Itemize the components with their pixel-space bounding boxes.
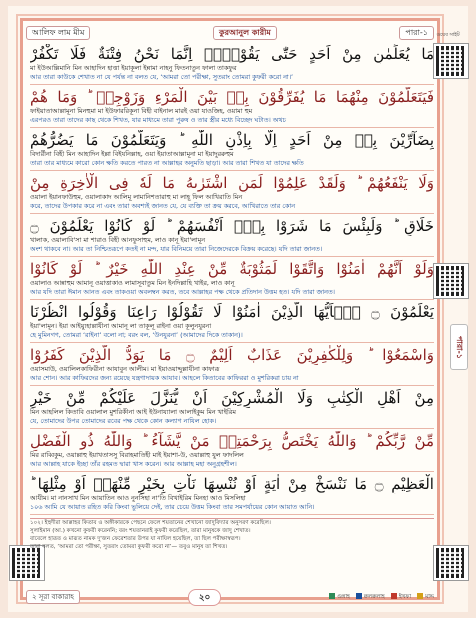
page-title: কুরআনুল কারীম xyxy=(213,26,277,40)
line-divider xyxy=(30,514,434,515)
legend-swatch xyxy=(417,593,423,599)
verse-block xyxy=(30,87,434,128)
legend-label: ক্বলক্বলাহ xyxy=(363,593,385,600)
arabic-verse-line: خَلَاقٍ ؕ وَلَبِئْسَ مَا شَرَوْا بِهٖۤ اَنْفُسَهُمْ ؕ لَوْ كَانُوْا يَعْلَمُوْنَ ۝ xyxy=(30,217,434,235)
line-divider xyxy=(30,342,434,343)
arabic-verse-line: مِنْ اَهْلِ الْكِتٰبِ وَلَا الْمُشْرِكِيْنَ اَنْ يُّنَزَّلَ عَلَيْكُمْ مِّنْ خَيْرٍ xyxy=(30,389,434,407)
legend-label: গুন্নাহ xyxy=(337,593,350,600)
tajweed-legend xyxy=(329,593,434,602)
transliteration-line: ফাইয়াতাআল্লামূনা মিনহুমা মা ইউফাররিকূনা বিহী বাইনাল মারই ওয়া যাওজিহ, ওয়ামা হুম xyxy=(30,107,253,115)
footnote-line: বাবেলে হারূত ও মারূত নামক দু'জন ফেরেশতার উপর যা নাযিল হয়েছিল, তা ছিল পরীক্ষাস্বরূপ। xyxy=(30,536,241,542)
arabic-verse-line: مِّنْ رَّبِّكُمْ ؕ وَاللّٰهُ يَخْتَصُّ بِرَحْمَتِهٖ مَنْ يَّشَآءُ ؕ وَاللّٰهُ ذُو الْفَضْلِ xyxy=(30,432,434,450)
legend-swatch xyxy=(356,593,362,599)
arabic-verse-line: وَاسْمَعُوْا ؕ وَلِلْكٰفِرِيْنَ عَذَابٌ اَلِيْمٌ ۝ مَا يَوَدُّ الَّذِيْنَ كَفَرُوْا xyxy=(30,346,434,364)
legend-item xyxy=(356,593,385,602)
arabic-verse-line: وَلَوْ اَنَّهُمْ اٰمَنُوْا وَاتَّقَوْا لَمَثُوْبَةٌ مِّنْ عِنْدِ اللّٰهِ خَيْرٌ ؕ لَوْ كَانُوْا xyxy=(30,260,434,278)
verse-block xyxy=(30,345,434,386)
surah-label: আলিফ লাম মীম xyxy=(26,26,90,40)
meaning-line: করে, তাদের উপকার করে না এবং তারা অবশ্যই জানত যে, যে ব্যক্তি তা ক্রয় করবে, আখিরাতে তার কোন xyxy=(30,202,296,210)
verse-block xyxy=(30,474,434,515)
meaning-line: যে, তোমাদের উপর তোমাদের রবের পক্ষ থেকে কোন কল্যাণ নাযিল হোক। xyxy=(30,417,217,425)
arabic-verse-line: مَا يُعَلِّمٰنِ مِنْ اَحَدٍ حَتّٰى يَقُوْلَاۤ اِنَّمَا نَحْنُ فِتْنَةٌ فَلَا تَكْفُرْ xyxy=(30,45,434,63)
transliteration-line: মির রাব্বিকুম, ওয়াল্লাহু ইয়াখতাসসু বিরাহমাতিহী মাই ইয়াশা-উ, ওয়াল্লাহু যুল ফাদলিল xyxy=(30,451,244,459)
line-divider xyxy=(30,299,434,300)
line-divider xyxy=(30,84,434,85)
legend-label: মাদ্দ xyxy=(425,593,434,600)
verse-block xyxy=(30,259,434,300)
para-label: পারা-১ xyxy=(399,26,434,40)
transliteration-line: মিন আহলিল কিতাবি ওয়ালাল মুশরিকীনা আই ইউনায্যালা আলাইকুম মিন খাইরিম xyxy=(30,408,236,416)
footnote-line: তারা বলত, ‘আমরা তো পরীক্ষা, সুতরাং তোমরা কুফরী করো না’— তবুও মানুষ তা শিখত। xyxy=(30,544,228,550)
meaning-line: আর শোন। আর কাফিরদের জন্য রয়েছে যন্ত্রণাদায়ক আযাব। আহলে কিতাবের কাফিররা ও মুশরিকরা চায় না xyxy=(30,374,299,382)
line-divider xyxy=(30,170,434,171)
arabic-verse-line: وَلَا يَنْفَعُهُمْ ؕ وَلَقَدْ عَلِمُوْا لَمَنِ اشْتَرٰىهُ مَا لَهٗ فِى الْاٰخِرَةِ مِنْ xyxy=(30,174,434,192)
transliteration-line: বিদার্রীনা বিহী মিন আহাদিন ইল্লা বিইযনিল্লাহ, ওয়া ইয়াতাআল্লামূনা মা ইয়াদুররুহুম xyxy=(30,150,234,158)
footnotes xyxy=(30,518,434,551)
arabic-verse-line: يَعْلَمُوْنَ ۝ يٰۤاَيُّهَا الَّذِيْنَ اٰمَنُوْا لَا تَقُوْلُوْا رَاعِنَا وَقُوْلُوا انْظُرْنَا xyxy=(30,303,434,321)
transliteration-line: ইয়া'লামূন। ইয়া আইয়্যুহাল্লাযীনা আমানূ লা তাকূলূ রাইনা ওয়া কূলুনযুরনা xyxy=(30,322,212,330)
para-side-tab[interactable]: পারা-১ xyxy=(450,324,468,370)
verse-block xyxy=(30,173,434,214)
verse-block xyxy=(30,216,434,257)
legend-label: ইখফা xyxy=(398,593,412,600)
verse-block xyxy=(30,388,434,429)
meaning-line: আর আল্লাহ যাকে ইচ্ছা তাঁর রহমত দ্বারা খাস করেন। আর আল্লাহ মহা অনুগ্রহশীল। xyxy=(30,460,237,468)
qr-caption: ওয়েব সাইট xyxy=(436,32,460,38)
verse-block xyxy=(30,44,434,85)
transliteration-line: খালাক, ওয়ালাবি'সা মা শারাও বিহী আনফুসাহুম, লাও কানূ ইয়া'লামূন xyxy=(30,236,206,244)
transliteration-line: আযীম। মা নানসাখ মিন আয়াতিন আও নুনসিহা না'তি বিখাইরিম মিনহা আও মিসলিহা xyxy=(30,494,246,502)
legend-item xyxy=(417,593,434,602)
legend-item xyxy=(391,593,411,602)
meaning-line: অংশ থাকবে না। আর তা নিশ্চিতরূপে কতই না মন্দ, যার বিনিময়ে তারা নিজেদেরকে বিক্রয় করেছে। যদি তারা জানত। xyxy=(30,245,323,253)
arabic-verse-line: بِضَآرِّيْنَ بِهٖ مِنْ اَحَدٍ اِلَّا بِاِذْنِ اللّٰهِ ؕ وَيَتَعَلَّمُوْنَ مَا يَضُرُّهُمْ xyxy=(30,131,434,149)
line-divider xyxy=(30,127,434,128)
qr-code-icon[interactable] xyxy=(434,44,468,78)
page-header xyxy=(26,26,434,40)
verse-block xyxy=(30,130,434,171)
meaning-line: ১০৬ আমি যে আয়াত রহিত করি কিংবা ভুলিয়ে দেই, তার চেয়ে উত্তম কিংবা তার সমপর্যায়ের কোন আয়াত আনি। xyxy=(30,503,315,511)
transliteration-line: মা ইউআল্লিমানি মিন আহাদিন হাত্তা ইয়াকূলা ইন্নামা নাহনু ফিতনাতুন ফালা তাকফুর xyxy=(30,64,237,72)
arabic-verse-line: الْعَظِيْمِ ۝ مَا نَنْسَخْ مِنْ اٰيَةٍ اَوْ نُنْسِهَا نَاْتِ بِخَيْرٍ مِّنْهَاۤ اَوْ مِثْلِهَا ؕ xyxy=(30,475,434,493)
footnote-line: সুলাইমান (আ.) কখনো কুফরী করেননি; বরং শয়তানরাই কুফরী করেছিল, তারা মানুষকে জাদু শেখাত। xyxy=(30,528,251,534)
legend-item xyxy=(329,593,350,602)
legend-swatch xyxy=(329,593,335,599)
line-divider xyxy=(30,471,434,472)
meaning-line: এরপরও তারা তাদের কাছ থেকে শিখত, যার মাধ্যমে তারা পুরুষ ও তার স্ত্রীর মধ্যে বিচ্ছেদ ঘটাত। অথচ xyxy=(30,116,286,124)
page-footer xyxy=(26,589,434,605)
footnote-line: ১০২। ইহুদীরা আল্লাহর কিতাব ও অঙ্গীকারকে পেছনে ফেলে শয়তানের শেখানো জাদুবিদ্যার অনুসরণ করেছিল। xyxy=(30,520,271,526)
arabic-verse-line: فَيَتَعَلَّمُوْنَ مِنْهُمَا مَا يُفَرِّقُوْنَ بِهٖ بَيْنَ الْمَرْءِ وَزَوْجِهٖ ؕ وَمَا هُمْ xyxy=(30,88,434,106)
meaning-line: হে মুমিনগণ, তোমরা ‘রাইনা’ বলো না; বরং বল, ‘উনযুরনা’ (আমাদের দিকে তাকান)। xyxy=(30,331,243,339)
legend-swatch xyxy=(391,593,397,599)
meaning-line: আর তারা কাউকে শেখাত না যে পর্যন্ত না বলত যে, ‘আমরা তো পরীক্ষা, সুতরাং তোমরা কুফরী করো না।’ xyxy=(30,73,294,81)
qr-code-icon[interactable] xyxy=(434,264,468,298)
meaning-line: আর যদি তারা ঈমান আনত এবং তাকওয়া অবলম্বন করত, তবে আল্লাহর পক্ষ থেকে প্রতিদান উত্তম হত। যদি তারা জানত। xyxy=(30,288,335,296)
line-divider xyxy=(30,428,434,429)
line-divider xyxy=(30,385,434,386)
verse-block xyxy=(30,431,434,472)
line-divider xyxy=(30,256,434,257)
surah-name: ২ সূরা বাকারাহ xyxy=(26,590,80,604)
qr-code-icon[interactable] xyxy=(10,546,44,580)
page-number: ২০ xyxy=(188,589,222,606)
transliteration-line: ওয়ালা ইয়ানফাউহুম, ওয়ালাকাদ আলিমূ লামানিশতারাহু মা লাহূ ফিল আখিরাতি মিন xyxy=(30,193,243,201)
verse-block xyxy=(30,302,434,343)
line-divider xyxy=(30,213,434,214)
transliteration-line: ওয়ালাও আন্নাহুম আমানূ ওয়াত্তাকাও লামাসূবাতুম মিন ইনদিল্লাহি খাইর, লাও কানূ xyxy=(30,279,235,287)
transliteration-line: ওয়াসমাউ, ওয়ালিলকাফিরীনা আযাবুন আলীম। মা ইয়াওয়াদ্দুল্লাযীনা কাফারূ xyxy=(30,365,220,373)
meaning-line: তারা তার মাধ্যমে কারো কোন ক্ষতি করতে পারত না আল্লাহর অনুমতি ছাড়া। আর তারা শিখত যা তাদের ক্ষতি xyxy=(30,159,304,167)
qr-code-icon[interactable] xyxy=(434,546,468,580)
page xyxy=(8,6,468,612)
